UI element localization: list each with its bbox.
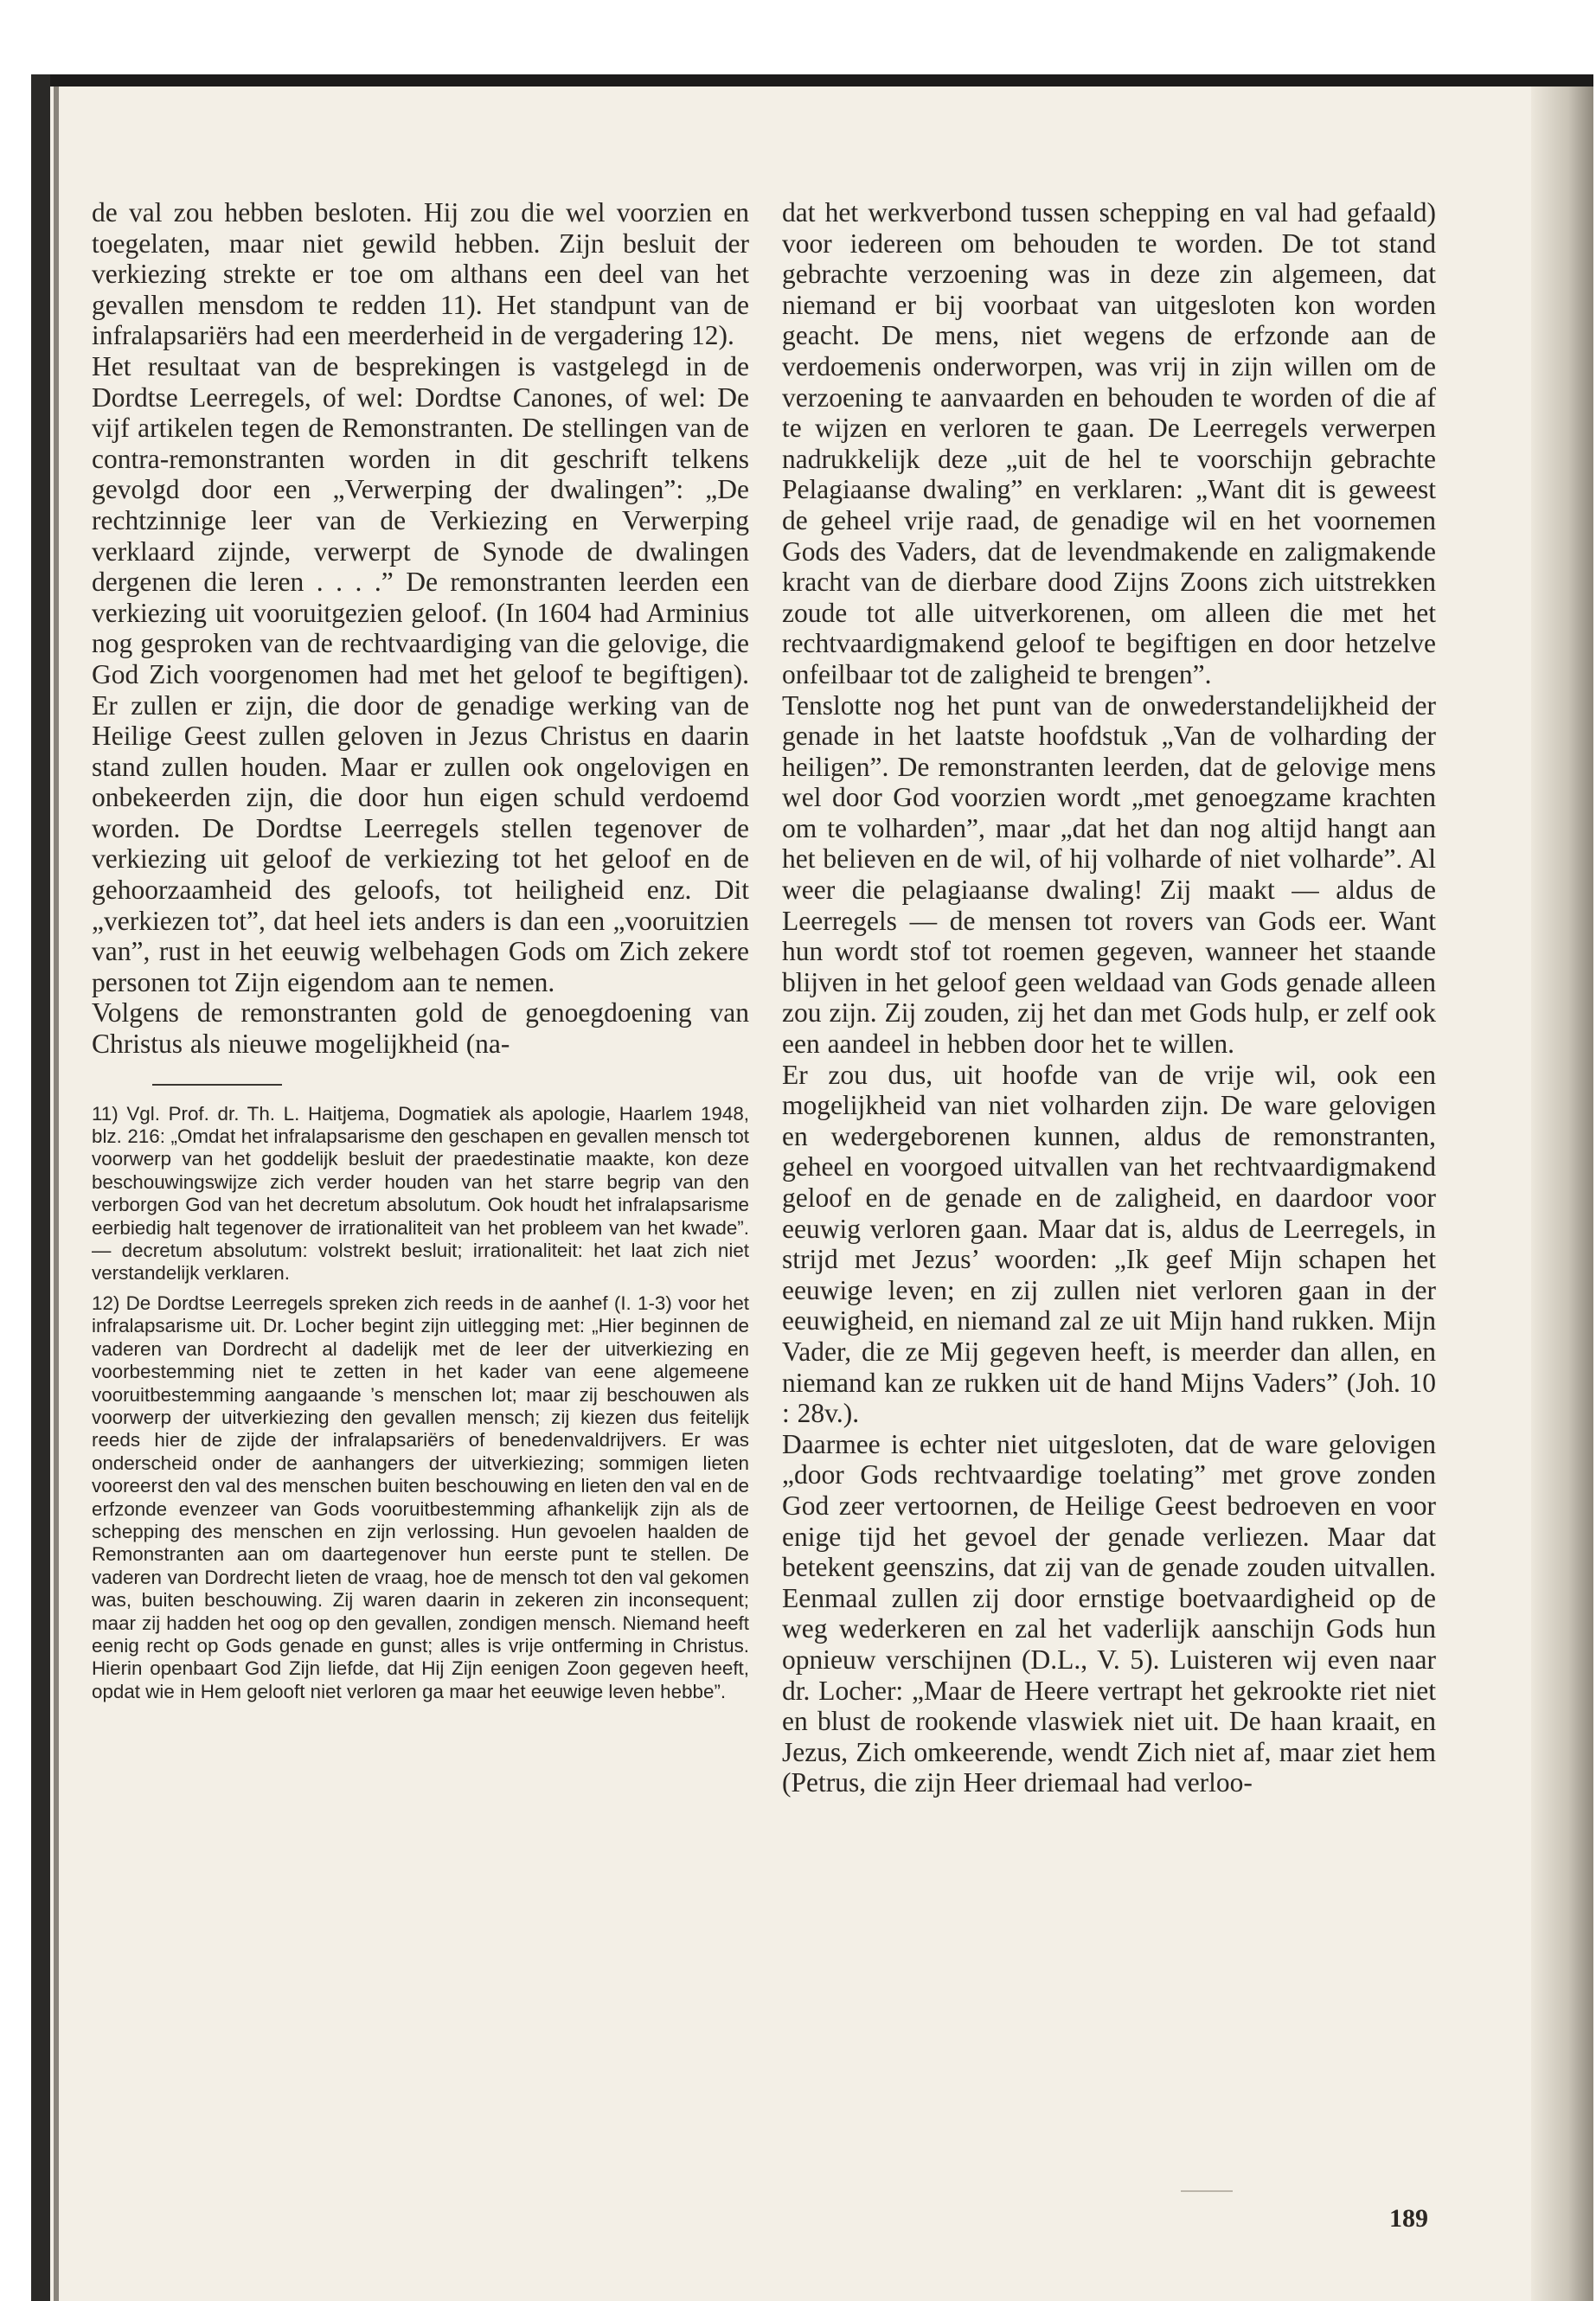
left-column bbox=[92, 197, 749, 1710]
paragraph: Er zou dus, uit hoofde van de vrije wil, ook een mogelijkheid van niet volharden zijn. De ware gelovigen en wedergeborenen kunnen, aldus de remonstranten, geheel en voorgoed uitvallen van het rechtvaardigmakend geloof en de genade en de zaligheid, en daardoor voor eeuwig verloren gaan. Maar dat is, aldus de Leerregels, in strijd met Jezus’ woorden: „Ik geef Mijn schapen het eeuwige leven; en zij zullen niet verloren gaan in der eeuwigheid, en niemand zal ze uit Mijn hand rukken. Mijn Vader, die ze Mij gegeven heeft, is meerder dan allen, en niemand kan ze rukken uit de hand Mijns Vaders” (Joh. 10 : 28v.). bbox=[782, 1059, 1436, 1429]
footnote-divider bbox=[152, 1084, 282, 1086]
footnotes bbox=[92, 1103, 749, 1704]
right-column bbox=[782, 197, 1436, 1798]
scan-left-border bbox=[31, 74, 50, 2301]
paragraph: dat het werkverbond tussen schepping en val had gefaald) voor iedereen om behouden te worden. De tot stand gebrachte verzoening was in deze zin algemeen, dat niemand er bij voorbaat van uitgesloten kon worden geacht. De mens, niet wegens de erfzonde aan de verdoemenis onderworpen, was vrij in zijn willen om de verzoening te aanvaarden en behouden te worden of die af te wijzen en verloren te gaan. De Leerregels verwerpen nadrukkelijk deze „uit de hel te voorschijn gebrachte Pelagiaanse dwaling” en verklaren: „Want dit is geweest de geheel vrije raad, de genadige wil en het voornemen Gods des Vaders, dat de levendmakende en zaligmakende kracht van de dierbare dood Zijns Zoons zich uitstrekken zoude tot alle uitverkorenen, om alleen die met het rechtvaardigmakend geloof te begiftigen en door hetzelve onfeilbaar tot de zaligheid te brengen”. bbox=[782, 197, 1436, 689]
left-column-body bbox=[92, 197, 749, 1060]
scan-top-border bbox=[31, 74, 1593, 87]
decorative-rule bbox=[1181, 2190, 1233, 2192]
binding-shadow bbox=[54, 87, 59, 2301]
paragraph: Tenslotte nog het punt van de onwederstandelijkheid der genade in het laatste hoofdstuk „Van de volharding der heiligen”. De remonstranten leerden, dat de gelovige mens wel door God voorzien wordt „met genoegzame krachten om te volharden”, maar „dat het dan nog altijd hangt aan het believen en de wil, of hij volharde of niet volharde”. Al weer die pelagiaanse dwaling! Zij maakt — aldus de Leerregels — de mensen tot rovers van Gods eer. Want hun wordt stof tot roemen gegeven, wanneer het staande blijven in het geloof geen weldaad van Gods genade alleen zou zijn. Zij zouden, zij het dan met Gods hulp, er zelf ook een aandeel in hebben door het te willen. bbox=[782, 689, 1436, 1060]
footnote-12: 12) De Dordtse Leerregels spreken zich reeds in de aanhef (I. 1-3) voor het infralapsarisme uit. Dr. Locher begint zijn uitlegging met: „Hier beginnen de vaderen van Dordrecht al dadelijk met de leer der uitverkiezing en voorbestemming niet te zetten in het kader van eene algemeene vooruitbestemming aangaande ’s menschen lot; maar zij beschouwen als voorwerp der uitverkiezing den gevallen mensch; zij kiezen dus feitelijk reeds hier de zijde der infralapsariërs of benedenvaldrijvers. Er was onderscheid onder de aanhangers der uitverkiezing; sommigen lieten vooreerst den val des menschen buiten beschouwing en lieten den val en de erfzonde evenzeer van Gods vooruitbestemming afhankelijk zijn als de schepping des menschen en zijn verlossing. Hun gevoelen haalden de Remonstranten aan om daartegenover hun eerste punt te stellen. De vaderen van Dordrecht lieten de vraag, hoe de mensch tot den val gekomen was, buiten beschouwing. Zij waren daarin in zekeren zin inconsequent; maar zij hadden het oog op den gevallen, zondigen mensch. Niemand heeft eenig recht op Gods genade en gunst; alles is vrije ontferming in Christus. Hierin openbaart God Zijn liefde, dat Hij Zijn eenigen Zoon gegeven heeft, opdat wie in Hem gelooft niet verloren ga maar het eeuwige leven hebbe”. bbox=[92, 1292, 749, 1702]
page-edge-shadow bbox=[1531, 87, 1593, 2301]
page-number: 189 bbox=[1389, 2204, 1428, 2233]
paragraph: Daarmee is echter niet uitgesloten, dat de ware gelovigen „door Gods rechtvaardige toelating” met grove zonden God zeer vertoornen, de Heilige Geest bedroeven en voor enige tijd het gevoel der genade verliezen. Maar dat betekent geenszins, dat zij van de genade zouden uitvallen. Eenmaal zullen zij door ernstige boetvaardigheid op de weg wederkeren en zal het vaderlijk aanschijn Gods hun opnieuw verschijnen (D.L., V. 5). Luisteren wij even naar dr. Locher: „Maar de Heere vertrapt het gekrookte riet niet en blust de rookende vlaswiek niet uit. De haan kraait, en Jezus, Zich omkeerende, wendt Zich niet af, maar ziet hem (Petrus, die zijn Heer driemaal had verloo- bbox=[782, 1428, 1436, 1798]
paragraph: Volgens de remonstranten gold de genoegdoening van Christus als nieuwe mogelijkheid (na- bbox=[92, 997, 749, 1060]
paragraph: de val zou hebben besloten. Hij zou die wel voorzien en toegelaten, maar niet gewild hebben. Zijn besluit der verkiezing strekte er toe om althans een deel van het gevallen mensdom te redden 11). Het standpunt van de infralapsariërs had een meerderheid in de vergadering 12). bbox=[92, 197, 749, 351]
paragraph: Het resultaat van de besprekingen is vastgelegd in de Dordtse Leerregels, of wel: Dordtse Canones, of wel: De vijf artikelen tegen de Remonstranten. De stellingen van de contra-remonstranten worden in dit geschrift telkens gevolgd door een „Verwerping der dwalingen”: „De rechtzinnige leer van de Verkiezing en Verwerping verklaard zijnde, verwerpt de Synode de dwalingen dergenen die leren . . . .” De remonstranten leerden een verkiezing uit vooruitgezien geloof. (In 1604 had Arminius nog gesproken van de rechtvaardiging van die gelovige, die God Zich voorgenomen had met het geloof te begiftigen). Er zullen er zijn, die door de genadige werking van de Heilige Geest zullen geloven in Jezus Christus en daarin stand zullen houden. Maar er zullen ook ongelovigen en onbekeerden zijn, die door hun eigen schuld verdoemd worden. De Dordtse Leerregels stellen tegenover de verkiezing uit geloof de verkiezing tot het geloof en de gehoorzaamheid des geloofs, tot heiligheid enz. Dit „verkiezen tot”, dat heel iets anders is dan een „vooruitzien van”, rust in het eeuwig welbehagen Gods om Zich zekere personen tot Zijn eigendom aan te nemen. bbox=[92, 350, 749, 997]
right-column-body bbox=[782, 197, 1436, 1798]
footnote-11: 11) Vgl. Prof. dr. Th. L. Haitjema, Dogmatiek als apologie, Haarlem 1948, blz. 216: „Omdat het infralapsarisme den geschapen en gevallen mensch tot voorwerp van het goddelijk besluit der praedestinatie maakte, kon deze beschouwingswijze zich verder houden van het starre begrip van den verborgen God van het decretum absolutum. Ook houdt het infralapsarisme eerbiedig halt tegenover de irrationaliteit van het probleem van het kwade”. — decretum absolutum: volstrekt besluit; irrationaliteit: het laat zich niet verstandelijk verklaren. bbox=[92, 1102, 749, 1285]
